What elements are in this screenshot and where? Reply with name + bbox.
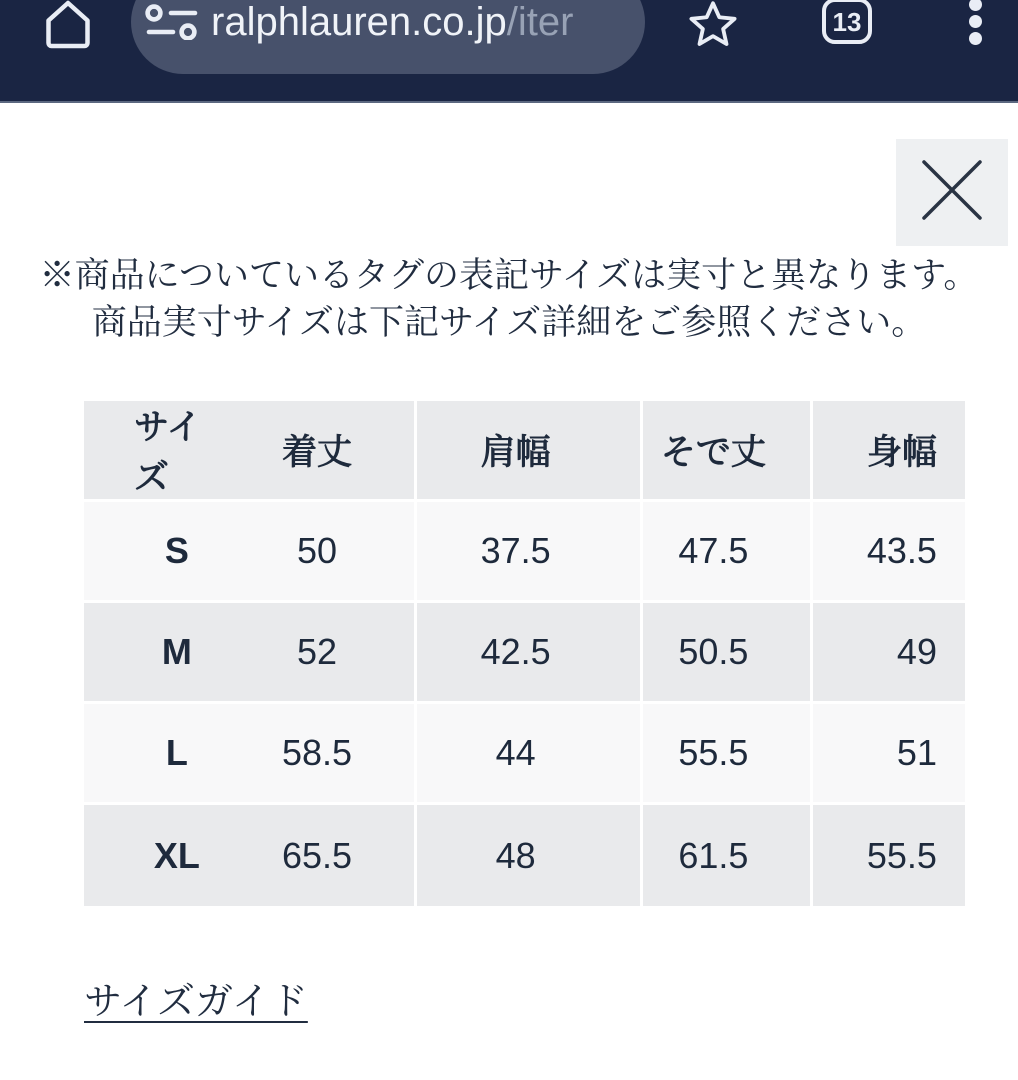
value-cell: 42.5 xyxy=(414,603,640,704)
kebab-menu-icon[interactable] xyxy=(969,0,983,49)
value-cell: 44 xyxy=(414,704,640,805)
value-cell: 50.5 xyxy=(640,603,810,704)
close-button[interactable] xyxy=(896,139,1008,246)
home-icon xyxy=(38,41,98,58)
tab-switcher-button[interactable] xyxy=(822,0,872,44)
header-cell-sleeve: そで丈 xyxy=(640,401,810,502)
value-cell: 51 xyxy=(810,704,965,805)
header-cell-width: 身幅 xyxy=(810,401,965,502)
url-text xyxy=(211,2,573,42)
bookmark-button[interactable] xyxy=(686,0,740,51)
browser-toolbar xyxy=(0,0,1018,103)
close-icon xyxy=(919,157,985,228)
value-cell: 65.5 xyxy=(220,805,415,906)
value-cell: 52 xyxy=(220,603,415,704)
size-notice xyxy=(0,252,1018,346)
size-notice-line2: 商品実寸サイズは下記サイズ詳細をご参照ください。 xyxy=(91,303,927,342)
value-cell: 55.5 xyxy=(640,704,810,805)
header-cell-size: サイズ xyxy=(84,401,220,502)
star-icon xyxy=(686,38,740,55)
value-cell: 37.5 xyxy=(414,502,640,603)
value-cell: 43.5 xyxy=(810,502,965,603)
url-path: /iter xyxy=(506,0,574,44)
url-domain: ralphlauren.co.jp xyxy=(211,0,507,44)
home-button[interactable] xyxy=(38,0,98,54)
menu-dot xyxy=(969,15,982,28)
value-cell: 49 xyxy=(810,603,965,704)
tune-icon[interactable] xyxy=(145,4,203,40)
header-cell-length: 着丈 xyxy=(220,401,415,502)
menu-dot xyxy=(969,0,982,11)
size-cell: L xyxy=(84,704,220,805)
size-cell: S xyxy=(84,502,220,603)
size-cell: XL xyxy=(84,805,220,906)
menu-dot xyxy=(969,32,982,45)
header-cell-shoulder: 肩幅 xyxy=(414,401,640,502)
tab-count: 13 xyxy=(832,6,862,37)
size-notice-line1: ※商品についているタグの表記サイズは実寸と異なります。 xyxy=(39,256,979,295)
value-cell: 48 xyxy=(414,805,640,906)
value-cell: 47.5 xyxy=(640,502,810,603)
value-cell: 61.5 xyxy=(640,805,810,906)
size-table xyxy=(84,401,965,906)
value-cell: 50 xyxy=(220,502,415,603)
url-bar[interactable] xyxy=(131,0,645,74)
value-cell: 55.5 xyxy=(810,805,965,906)
size-guide-link[interactable]: サイズガイド xyxy=(84,981,308,1023)
value-cell: 58.5 xyxy=(220,704,415,805)
size-cell: M xyxy=(84,603,220,704)
